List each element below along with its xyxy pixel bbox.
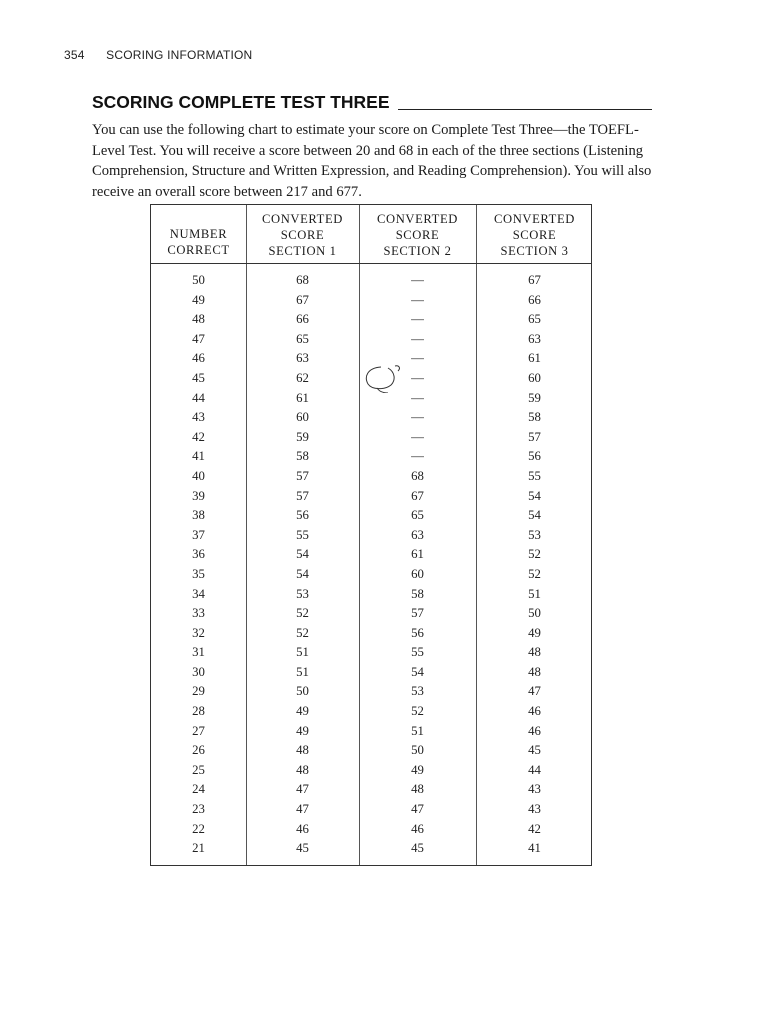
section-2-score-cell: 48 <box>411 782 424 797</box>
number-correct-cell: 34 <box>192 586 205 601</box>
section-3-score-cell: 48 <box>528 645 541 660</box>
table-row <box>151 330 591 350</box>
section-1-score-cell: 49 <box>296 723 309 738</box>
header-number-correct <box>151 226 246 258</box>
section-2-score-cell: — <box>411 312 424 327</box>
section-3-score-cell: 56 <box>528 449 541 464</box>
section-3-score-cell: 66 <box>528 292 541 307</box>
section-3-score-cell: 43 <box>528 782 541 797</box>
section-1-score-cell: 59 <box>296 429 309 444</box>
section-1-score-cell: 56 <box>296 508 309 523</box>
number-correct-cell: 29 <box>192 684 205 699</box>
section-2-score-cell: 49 <box>411 762 424 777</box>
section-3-score-cell: 48 <box>528 664 541 679</box>
number-correct-cell: 38 <box>192 508 205 523</box>
header-line: NUMBER <box>169 227 228 241</box>
header-line: SCORE <box>512 228 557 242</box>
section-1-score-cell: 67 <box>296 292 309 307</box>
table-row <box>151 585 591 605</box>
section-1-score-cell: 55 <box>296 527 309 542</box>
section-3-score-cell: 46 <box>528 704 541 719</box>
number-correct-cell: 26 <box>192 743 205 758</box>
section-1-score-cell: 62 <box>296 370 309 385</box>
table-row <box>151 604 591 624</box>
table-row <box>151 271 591 291</box>
section-3-score-cell: 52 <box>528 547 541 562</box>
table-row <box>151 565 591 585</box>
score-conversion-table <box>150 204 592 866</box>
section-2-score-cell: 67 <box>411 488 424 503</box>
table-row <box>151 643 591 663</box>
section-2-score-cell: 54 <box>411 664 424 679</box>
section-1-score-cell: 60 <box>296 410 309 425</box>
section-2-score-cell: — <box>411 410 424 425</box>
section-1-score-cell: 58 <box>296 449 309 464</box>
section-3-score-cell: 60 <box>528 370 541 385</box>
section-3-score-cell: 65 <box>528 312 541 327</box>
section-3-score-cell: 61 <box>528 351 541 366</box>
table-row <box>151 291 591 311</box>
number-correct-cell: 43 <box>192 410 205 425</box>
section-3-score-cell: 41 <box>528 841 541 856</box>
number-correct-cell: 33 <box>192 606 205 621</box>
table-row <box>151 780 591 800</box>
section-1-score-cell: 49 <box>296 704 309 719</box>
table-row <box>151 800 591 820</box>
number-correct-cell: 39 <box>192 488 205 503</box>
section-1-score-cell: 47 <box>296 802 309 817</box>
section-2-score-cell: — <box>411 273 424 287</box>
number-correct-cell: 41 <box>192 449 205 464</box>
header-line: CORRECT <box>167 243 230 257</box>
table-row <box>151 761 591 781</box>
section-3-score-cell: 50 <box>528 606 541 621</box>
header-line: CONVERTED <box>377 212 458 226</box>
section-3-score-cell: 52 <box>528 566 541 581</box>
table-row <box>151 408 591 428</box>
section-2-score-cell: — <box>411 331 424 346</box>
table-row <box>151 506 591 526</box>
section-1-score-cell: 66 <box>296 312 309 327</box>
section-1-score-cell: 52 <box>296 625 309 640</box>
header-line: SECTION 1 <box>268 244 337 258</box>
table-row <box>151 526 591 546</box>
number-correct-cell: 45 <box>192 370 205 385</box>
table-row <box>151 447 591 467</box>
section-3-score-cell: 45 <box>528 743 541 758</box>
section-2-score-cell: 63 <box>411 527 424 542</box>
section-1-score-cell: 63 <box>296 351 309 366</box>
header-line: SECTION 2 <box>383 244 452 258</box>
section-2-score-cell: — <box>411 351 424 366</box>
section-1-score-cell: 54 <box>296 566 309 581</box>
header-section-3 <box>476 211 593 259</box>
header-section-2 <box>359 211 476 259</box>
section-2-score-cell: 68 <box>411 468 424 483</box>
section-1-score-cell: 57 <box>296 468 309 483</box>
number-correct-cell: 21 <box>192 841 205 856</box>
number-correct-cell: 28 <box>192 704 205 719</box>
section-2-score-cell: — <box>411 370 424 385</box>
table-row <box>151 682 591 702</box>
table-row <box>151 624 591 644</box>
section-1-score-cell: 48 <box>296 743 309 758</box>
section-2-score-cell: 47 <box>411 802 424 817</box>
section-3-score-cell: 54 <box>528 508 541 523</box>
section-2-score-cell: 50 <box>411 743 424 758</box>
section-title: SCORING COMPLETE TEST THREE <box>92 92 390 112</box>
section-title-row <box>92 92 652 113</box>
handwritten-circle-mark <box>355 363 415 393</box>
number-correct-cell: 27 <box>192 723 205 738</box>
section-3-score-cell: 57 <box>528 429 541 444</box>
number-correct-cell: 32 <box>192 625 205 640</box>
page-number: 354 <box>64 48 85 62</box>
section-3-score-cell: 43 <box>528 802 541 817</box>
header-line: SCORE <box>280 228 325 242</box>
table-row <box>151 820 591 840</box>
number-correct-cell: 23 <box>192 802 205 817</box>
table-body <box>151 271 591 859</box>
table-row <box>151 722 591 742</box>
table-row <box>151 663 591 683</box>
table-row <box>151 310 591 330</box>
intro-paragraph: You can use the following chart to estimate your score on Complete Test Three—the TOEFL-Level Test. You will receive a score between 20 and 68 in each of the three sections (Listening Comprehension, Structure and Written Expression, and Reading Comprehension). You will also receive an overall score between 217 and 677. <box>92 122 652 200</box>
section-2-score-cell: 65 <box>411 508 424 523</box>
section-1-score-cell: 51 <box>296 645 309 660</box>
section-2-score-cell: 56 <box>411 625 424 640</box>
section-3-score-cell: 51 <box>528 586 541 601</box>
header-line: SCORE <box>395 228 440 242</box>
section-1-score-cell: 51 <box>296 664 309 679</box>
section-1-score-cell: 53 <box>296 586 309 601</box>
section-3-score-cell: 49 <box>528 625 541 640</box>
section-2-score-cell: 46 <box>411 821 424 836</box>
section-2-score-cell: — <box>411 449 424 464</box>
number-correct-cell: 46 <box>192 351 205 366</box>
section-3-score-cell: 47 <box>528 684 541 699</box>
section-2-score-cell: 45 <box>411 841 424 856</box>
section-1-score-cell: 61 <box>296 390 309 405</box>
number-correct-cell: 31 <box>192 645 205 660</box>
section-2-score-cell: — <box>411 292 424 307</box>
number-correct-cell: 42 <box>192 429 205 444</box>
section-3-score-cell: 46 <box>528 723 541 738</box>
section-3-score-cell: 63 <box>528 331 541 346</box>
running-head-section: SCORING INFORMATION <box>106 48 253 62</box>
number-correct-cell: 35 <box>192 566 205 581</box>
number-correct-cell: 49 <box>192 292 205 307</box>
section-3-score-cell: 58 <box>528 410 541 425</box>
number-correct-cell: 24 <box>192 782 205 797</box>
number-correct-cell: 44 <box>192 390 205 405</box>
title-rule <box>398 109 652 110</box>
section-2-score-cell: 60 <box>411 566 424 581</box>
table-row <box>151 741 591 761</box>
section-2-score-cell: 53 <box>411 684 424 699</box>
section-1-score-cell: 54 <box>296 547 309 562</box>
section-2-score-cell: 58 <box>411 586 424 601</box>
section-1-score-cell: 50 <box>296 684 309 699</box>
header-line: CONVERTED <box>262 212 343 226</box>
number-correct-cell: 37 <box>192 527 205 542</box>
running-head <box>64 48 252 62</box>
section-2-score-cell: 52 <box>411 704 424 719</box>
number-correct-cell: 22 <box>192 821 205 836</box>
section-2-score-cell: — <box>411 390 424 405</box>
section-1-score-cell: 65 <box>296 331 309 346</box>
header-line: CONVERTED <box>494 212 575 226</box>
table-header-row <box>151 205 591 264</box>
number-correct-cell: 50 <box>192 273 205 287</box>
section-1-score-cell: 46 <box>296 821 309 836</box>
table-row <box>151 545 591 565</box>
table-row <box>151 428 591 448</box>
table-row <box>151 839 591 859</box>
section-3-score-cell: 42 <box>528 821 541 836</box>
section-2-score-cell: 55 <box>411 645 424 660</box>
section-2-score-cell: 51 <box>411 723 424 738</box>
section-1-score-cell: 47 <box>296 782 309 797</box>
section-1-score-cell: 48 <box>296 762 309 777</box>
section-1-score-cell: 52 <box>296 606 309 621</box>
header-line: SECTION 3 <box>500 244 569 258</box>
header-section-1 <box>246 211 359 259</box>
section-3-score-cell: 44 <box>528 762 541 777</box>
section-3-score-cell: 55 <box>528 468 541 483</box>
table-row <box>151 702 591 722</box>
section-3-score-cell: 59 <box>528 390 541 405</box>
section-3-score-cell: 53 <box>528 527 541 542</box>
section-3-score-cell: 67 <box>528 273 541 287</box>
section-3-score-cell: 54 <box>528 488 541 503</box>
number-correct-cell: 47 <box>192 331 205 346</box>
table-row <box>151 487 591 507</box>
section-2-score-cell: 61 <box>411 547 424 562</box>
section-1-score-cell: 57 <box>296 488 309 503</box>
number-correct-cell: 40 <box>192 468 205 483</box>
number-correct-cell: 25 <box>192 762 205 777</box>
number-correct-cell: 48 <box>192 312 205 327</box>
section-2-score-cell: — <box>411 429 424 444</box>
number-correct-cell: 30 <box>192 664 205 679</box>
section-2-score-cell: 57 <box>411 606 424 621</box>
number-correct-cell: 36 <box>192 547 205 562</box>
section-1-score-cell: 68 <box>296 273 309 287</box>
section-1-score-cell: 45 <box>296 841 309 856</box>
table-row <box>151 467 591 487</box>
